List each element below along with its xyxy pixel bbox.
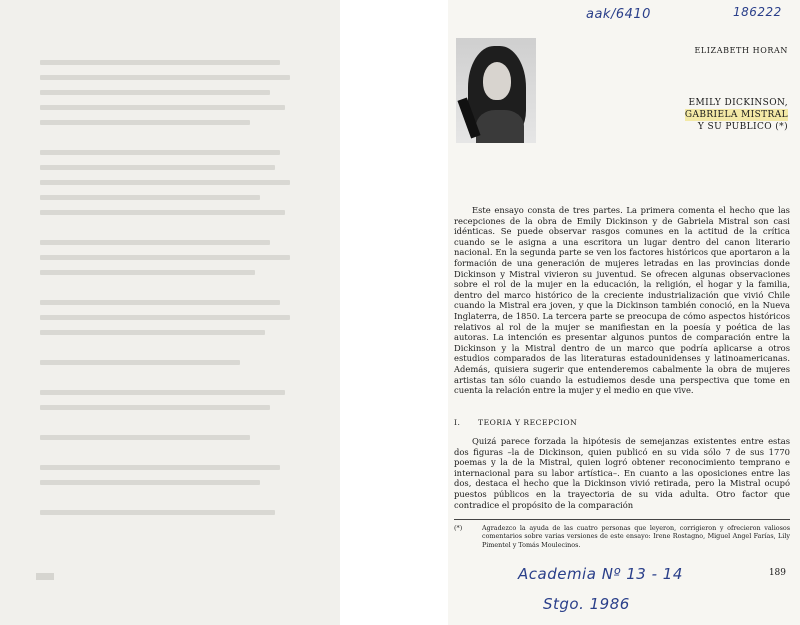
bleed-through-line xyxy=(40,315,290,320)
section-number: I. xyxy=(454,418,461,427)
article-title xyxy=(685,97,788,133)
bleed-through-line xyxy=(40,390,285,395)
author-photo xyxy=(456,38,536,143)
bleed-through-line xyxy=(40,75,290,80)
title-line-highlighted: GABRIELA MISTRAL xyxy=(684,110,788,120)
bleed-through-line xyxy=(40,405,270,410)
bleed-through-line xyxy=(40,510,275,515)
bleed-through-line xyxy=(40,90,270,95)
page-gutter xyxy=(340,0,448,625)
bleed-through-line xyxy=(40,210,285,215)
bleed-through-line xyxy=(40,120,250,125)
handwritten-archive-id: aak/6410 xyxy=(586,7,651,22)
photo-face-shape xyxy=(483,62,511,100)
bleed-through-line xyxy=(40,105,285,110)
left-page-blank xyxy=(0,0,340,625)
article-page xyxy=(448,0,800,625)
photo-shoulders-shape xyxy=(476,110,524,143)
footnote-text: Agradezco la ayuda de las cuatro personas que leyeron, corrigieron y ofrecieron valiosos comentarios sobre varias versiones de este ensayo: Irene Rostagno, Miguel Angel Farías, Lily Pimentel y Tomás Moulecinos. xyxy=(482,524,790,549)
section-title: TEORIA Y RECEPCION xyxy=(478,418,578,427)
bleed-through-line xyxy=(40,270,255,275)
bleed-through-page-number xyxy=(36,573,54,580)
bleed-through-line xyxy=(40,240,270,245)
bleed-through-line xyxy=(40,465,280,470)
author-name: ELIZABETH HORAN xyxy=(694,46,788,55)
section-paragraph: Quizá parece forzada la hipótesis de semejanzas existentes entre estas dos figuras –la de Dickinson, quien publicó en su vida sólo 7 de sus 1770 poemas y la de la Mistral, quien logró obtener reconocimiento temprano e internacional para su labor artística–. En cuanto a las oposiciones entre las dos, destaca el hecho que la Dickinson vivió retirada, pero la Mistral ocupó puestos públicos en la trayectoria de su vida adulta. Otro factor que contradice el propósito de la comparación xyxy=(454,436,790,510)
bleed-through-line xyxy=(40,60,280,65)
bleed-through-line xyxy=(40,150,280,155)
handwritten-source-note: Academia Nº 13 - 14 xyxy=(518,565,683,583)
title-line: EMILY DICKINSON, xyxy=(688,98,788,108)
footnote xyxy=(454,524,790,549)
title-line: Y SU PUBLICO (*) xyxy=(697,122,788,132)
bleed-through-line xyxy=(40,195,260,200)
footnote-mark: (*) xyxy=(454,524,463,532)
section-body xyxy=(454,436,790,510)
bleed-through-line xyxy=(40,255,290,260)
abstract xyxy=(454,205,790,396)
handwritten-year-note: Stgo. 1986 xyxy=(543,595,630,613)
bleed-through-line xyxy=(40,330,265,335)
bleed-through-line xyxy=(40,360,240,365)
handwritten-catalog-code: 186222 xyxy=(733,5,782,19)
footnote-divider xyxy=(454,519,790,520)
bleed-through-line xyxy=(40,180,290,185)
page-number: 189 xyxy=(768,568,786,578)
bleed-through-line xyxy=(40,480,260,485)
bleed-through-line xyxy=(40,300,280,305)
abstract-paragraph: Este ensayo consta de tres partes. La primera comenta el hecho que las recepciones de la obra de Emily Dickinson y de Gabriela Mistral son casi idénticas. Se puede observar rasgos comunes en la actitud de la crítica cuando se le asigna a una escritora un lugar dentro del canon literario nacional. En la segunda parte se ven los factores históricos que aportaron a la formación de una generación de mujeres letradas en las provincias donde Dickinson y Mistral vivieron su juventud. Se ofrecen algunas observaciones sobre el rol de la mujer en la educación, la religión, el hogar y la familia, dentro del marco histórico de la creciente industrialización que vivió Chile cuando la Mistral era joven, y que la Dickinson también conoció, en la Nueva Inglaterra, de 1850. La tercera parte se preocupa de cómo aspectos históricos relativos al rol de la mujer se manifiestan en la poesía y poética de las autoras. La intención es presentar algunos puntos de comparación entre la Dickinson y la Mistral dentro de un marco que podría aplicarse a otros estudios comparados de las literaturas estadounidenses y latinoamericanas. Además, quisiera sugerir que entenderemos cabalmente la obra de mujeres artistas tan sólo cuando la estudiemos desde una perspectiva que tome en cuenta la relación entre la mujer y el medio en que vive. xyxy=(454,205,790,396)
bleed-through-line xyxy=(40,165,275,170)
section-heading xyxy=(454,418,577,427)
bleed-through-line xyxy=(40,435,250,440)
